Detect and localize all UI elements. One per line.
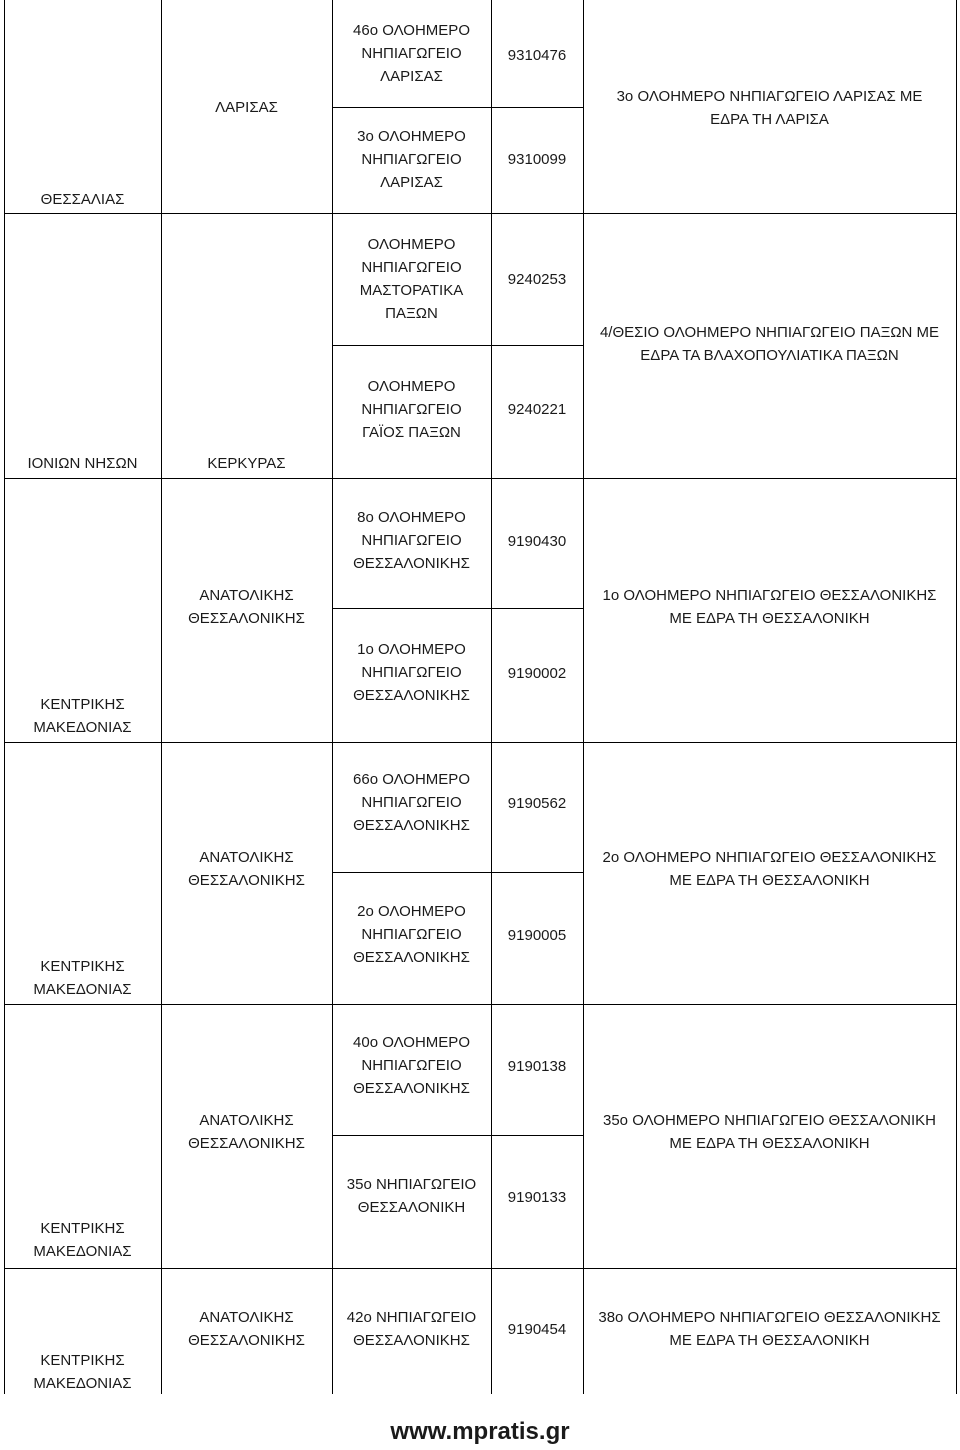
row-divider (4, 213, 957, 214)
school-name-cell: 8ο ΟΛΟΗΜΕΡΟ ΝΗΠΙΑΓΩΓΕΙΟ ΘΕΣΣΑΛΟΝΙΚΗΣ (353, 509, 470, 572)
school-name-cell: 35ο ΝΗΠΙΑΓΩΓΕΙΟ ΘΕΣΣΑΛΟΝΙΚΗ (346, 1176, 477, 1216)
site-footer-url: www.mpratis.gr (390, 1418, 570, 1445)
row-divider (4, 1004, 957, 1005)
school-code-cell: 9190133 (507, 1189, 567, 1206)
school-code-cell: 9190005 (507, 927, 567, 944)
school-name-cell: 2ο ΟΛΟΗΜΕΡΟ ΝΗΠΙΑΓΩΓΕΙΟ ΘΕΣΣΑΛΟΝΙΚΗΣ (353, 903, 470, 966)
column-divider (583, 0, 584, 1394)
merged-school-cell: 38ο ΟΛΟΗΜΕΡΟ ΝΗΠΙΑΓΩΓΕΙΟ ΘΕΣΣΑΛΟΝΙΚΗΣ ΜΕ ΕΔΡΑ ΤΗ ΘΕΣΣΑΛΟΝΙΚΗ (598, 1309, 941, 1349)
area-cell: ΚΕΡΚΥΡΑΣ (207, 455, 286, 472)
school-divider (332, 1135, 584, 1136)
school-divider (332, 345, 584, 346)
school-name-cell: 42ο ΝΗΠΙΑΓΩΓΕΙΟ ΘΕΣΣΑΛΟΝΙΚΗΣ (346, 1309, 477, 1349)
area-cell: ΛΑΡΙΣΑΣ (215, 99, 278, 116)
row-divider (4, 1268, 957, 1269)
school-name-cell: 3ο ΟΛΟΗΜΕΡΟ ΝΗΠΙΑΓΩΓΕΙΟ ΛΑΡΙΣΑΣ (357, 128, 466, 191)
merged-school-cell: 1ο ΟΛΟΗΜΕΡΟ ΝΗΠΙΑΓΩΓΕΙΟ ΘΕΣΣΑΛΟΝΙΚΗΣ ΜΕ ΕΔΡΑ ΤΗ ΘΕΣΣΑΛΟΝΙΚΗ (602, 587, 937, 627)
table-border-right (956, 0, 957, 1394)
school-code-cell: 9190562 (507, 795, 567, 812)
school-code-cell: 9190138 (507, 1058, 567, 1075)
school-code-cell: 9240253 (507, 271, 567, 288)
school-name-cell: 40ο ΟΛΟΗΜΕΡΟ ΝΗΠΙΑΓΩΓΕΙΟ ΘΕΣΣΑΛΟΝΙΚΗΣ (353, 1034, 470, 1097)
school-name-cell: 46ο ΟΛΟΗΜΕΡΟ ΝΗΠΙΑΓΩΓΕΙΟ ΛΑΡΙΣΑΣ (353, 22, 470, 85)
region-cell: ΘΕΣΣΑΛΙΑΣ (40, 191, 125, 208)
school-code-cell: 9310099 (507, 151, 567, 168)
school-code-cell: 9240221 (507, 401, 567, 418)
region-cell: ΚΕΝΤΡΙΚΗΣ ΜΑΚΕΔΟΝΙΑΣ (33, 1220, 132, 1260)
merged-school-cell: 4/ΘΕΣΙΟ ΟΛΟΗΜΕΡΟ ΝΗΠΙΑΓΩΓΕΙΟ ΠΑΞΩΝ ΜΕ ΕΔΡΑ ΤΑ ΒΛΑΧΟΠΟΥΛΙΑΤΙΚΑ ΠΑΞΩΝ (599, 324, 940, 364)
area-cell: ΑΝΑΤΟΛΙΚΗΣ ΘΕΣΣΑΛΟΝΙΚΗΣ (188, 1309, 305, 1349)
school-name-cell: 1ο ΟΛΟΗΜΕΡΟ ΝΗΠΙΑΓΩΓΕΙΟ ΘΕΣΣΑΛΟΝΙΚΗΣ (353, 641, 470, 704)
region-cell: ΚΕΝΤΡΙΚΗΣ ΜΑΚΕΔΟΝΙΑΣ (33, 958, 132, 998)
school-code-cell: 9190430 (507, 533, 567, 550)
school-code-cell: 9190454 (507, 1321, 567, 1338)
column-divider (491, 0, 492, 1394)
merged-school-cell: 35ο ΟΛΟΗΜΕΡΟ ΝΗΠΙΑΓΩΓΕΙΟ ΘΕΣΣΑΛΟΝΙΚΗ ΜΕ ΕΔΡΑ ΤΗ ΘΕΣΣΑΛΟΝΙΚΗ (603, 1112, 936, 1152)
school-code-cell: 9190002 (507, 665, 567, 682)
school-code-cell: 9310476 (507, 47, 567, 64)
area-cell: ΑΝΑΤΟΛΙΚΗΣ ΘΕΣΣΑΛΟΝΙΚΗΣ (188, 587, 305, 627)
row-divider (4, 742, 957, 743)
region-cell: ΚΕΝΤΡΙΚΗΣ ΜΑΚΕΔΟΝΙΑΣ (33, 696, 132, 736)
area-cell: ΑΝΑΤΟΛΙΚΗΣ ΘΕΣΣΑΛΟΝΙΚΗΣ (188, 849, 305, 889)
merged-school-cell: 2ο ΟΛΟΗΜΕΡΟ ΝΗΠΙΑΓΩΓΕΙΟ ΘΕΣΣΑΛΟΝΙΚΗΣ ΜΕ ΕΔΡΑ ΤΗ ΘΕΣΣΑΛΟΝΙΚΗ (602, 849, 937, 889)
school-name-cell: 66ο ΟΛΟΗΜΕΡΟ ΝΗΠΙΑΓΩΓΕΙΟ ΘΕΣΣΑΛΟΝΙΚΗΣ (353, 771, 470, 834)
school-divider (332, 608, 584, 609)
column-divider (161, 0, 162, 1394)
region-cell: ΙΟΝΙΩΝ ΝΗΣΩΝ (27, 455, 138, 472)
merged-school-cell: 3ο ΟΛΟΗΜΕΡΟ ΝΗΠΙΑΓΩΓΕΙΟ ΛΑΡΙΣΑΣ ΜΕ ΕΔΡΑ ΤΗ ΛΑΡΙΣΑ (616, 88, 923, 128)
area-cell: ΑΝΑΤΟΛΙΚΗΣ ΘΕΣΣΑΛΟΝΙΚΗΣ (188, 1112, 305, 1152)
school-name-cell: ΟΛΟΗΜΕΡΟ ΝΗΠΙΑΓΩΓΕΙΟ ΓΑΪΟΣ ΠΑΞΩΝ (361, 378, 462, 441)
row-divider (4, 478, 957, 479)
region-cell: ΚΕΝΤΡΙΚΗΣ ΜΑΚΕΔΟΝΙΑΣ (33, 1352, 132, 1392)
school-divider (332, 872, 584, 873)
school-divider (332, 107, 584, 108)
school-name-cell: ΟΛΟΗΜΕΡΟ ΝΗΠΙΑΓΩΓΕΙΟ ΜΑΣΤΟΡΑΤΙΚΑ ΠΑΞΩΝ (359, 236, 464, 322)
